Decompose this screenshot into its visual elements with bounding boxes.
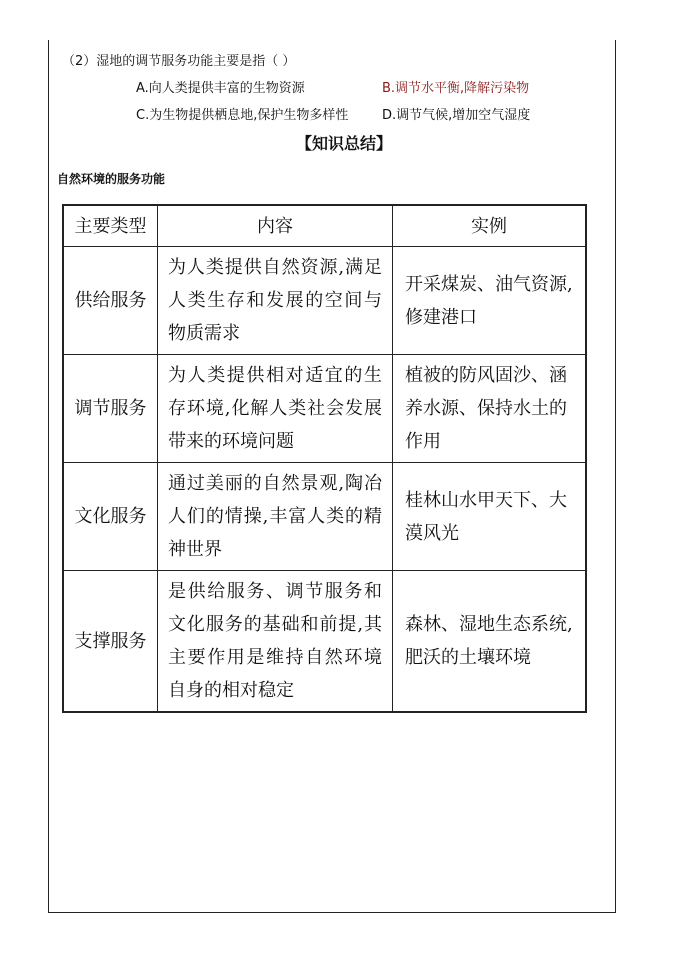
header-example: 实例: [393, 205, 587, 247]
table-header-row: [63, 205, 586, 247]
row-type: 支撑服务: [63, 571, 158, 713]
header-type: 主要类型: [63, 205, 158, 247]
row-example: 桂林山水甲天下、大漠风光: [393, 463, 587, 571]
option-d: D.调节气候,增加空气湿度: [382, 108, 531, 123]
option-c: C.为生物提供栖息地,保护生物多样性: [136, 108, 349, 123]
row-content: 是供给服务、调节服务和文化服务的基础和前提,其主要作用是维持自然环境自身的相对稳定: [158, 571, 393, 713]
row-content: 通过美丽的自然景观,陶冶人们的情操,丰富人类的精神世界: [158, 463, 393, 571]
row-example: 开采煤炭、油气资源,修建港口: [393, 247, 587, 355]
row-type: 供给服务: [63, 247, 158, 355]
table-row: [63, 355, 586, 463]
table-row: [63, 463, 586, 571]
table-row: [63, 247, 586, 355]
row-type: 调节服务: [63, 355, 158, 463]
row-type: 文化服务: [63, 463, 158, 571]
row-example: 植被的防风固沙、涵养水源、保持水土的作用: [393, 355, 587, 463]
table-row: [63, 571, 586, 713]
section-subtitle: 自然环境的服务功能: [57, 172, 166, 186]
question-stem: （2）湿地的调节服务功能主要是指（ ）: [62, 54, 296, 69]
option-a: A.向人类提供丰富的生物资源: [136, 81, 305, 96]
option-b: B.调节水平衡,降解污染物: [382, 81, 530, 96]
summary-heading: 【知识总结】: [295, 134, 392, 153]
header-content: 内容: [158, 205, 393, 247]
row-example: 森林、湿地生态系统,肥沃的土壤环境: [393, 571, 587, 713]
row-content: 为人类提供相对适宜的生存环境,化解人类社会发展带来的环境问题: [158, 355, 393, 463]
knowledge-table: [62, 204, 587, 713]
row-content: 为人类提供自然资源,满足人类生存和发展的空间与物质需求: [158, 247, 393, 355]
